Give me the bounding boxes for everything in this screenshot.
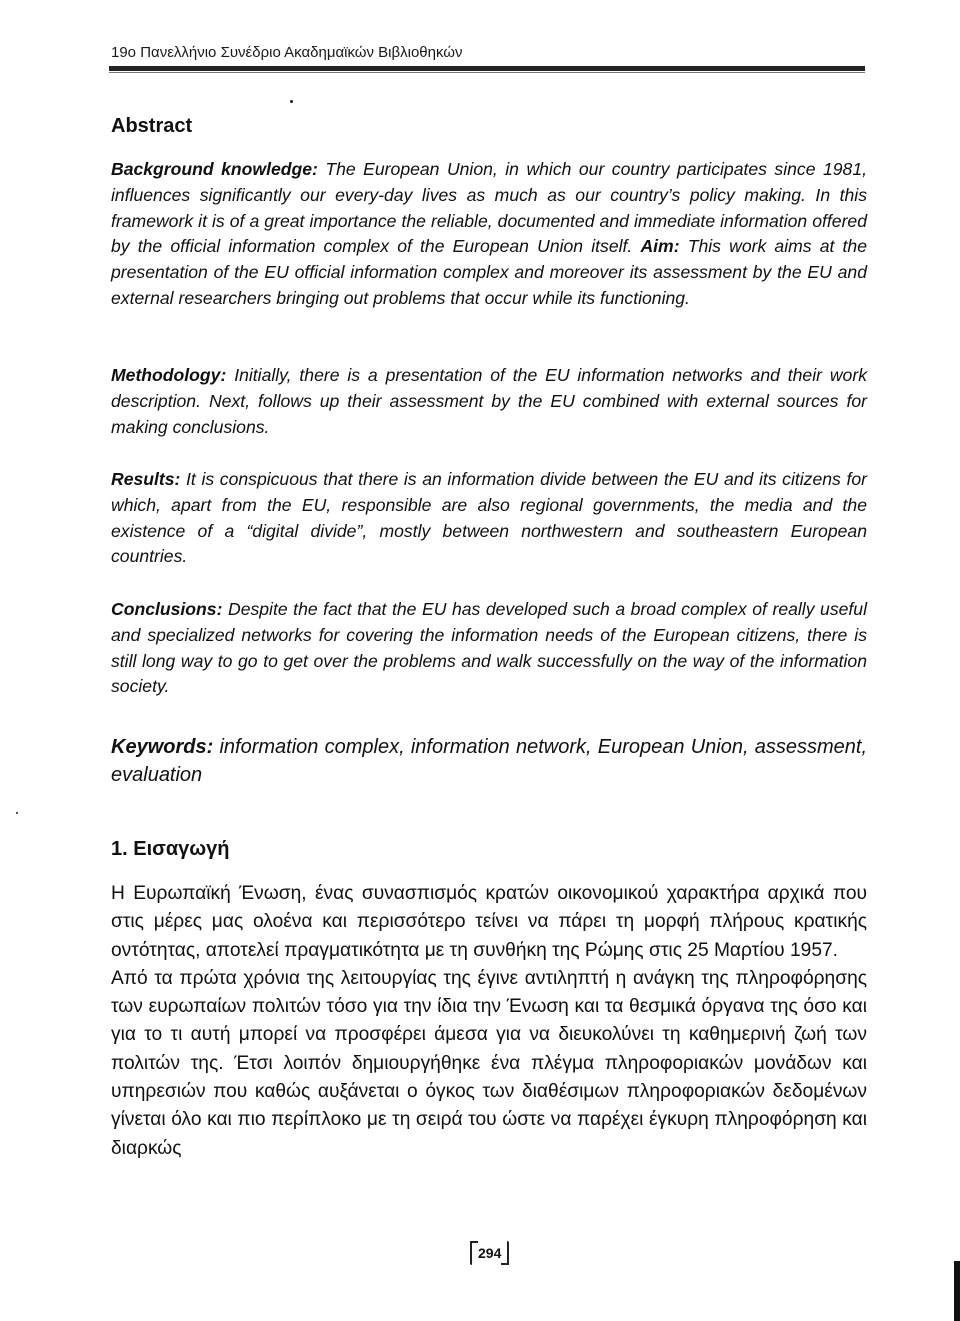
section-body [111, 880, 867, 1163]
abstract-conclusions [111, 597, 867, 700]
running-header: 19ο Πανελλήνιο Συνέδριο Ακαδημαϊκών Βιβλιοθηκών [111, 44, 463, 61]
scan-edge-mark [954, 1261, 960, 1321]
methodology-text: Initially, there is a presentation of the EU information networks and their work description. Next, follows up their assessment by the EU combined with external sources for making conclusions. [111, 365, 867, 437]
results-label: Results: [111, 469, 181, 489]
scan-speck [16, 812, 18, 814]
abstract-keywords [111, 733, 867, 789]
background-label: Background knowledge: [111, 159, 318, 179]
body-paragraph-2: Από τα πρώτα χρόνια της λειτουργίας της έγινε αντιληπτή η ανάγκη της πληροφόρησης των ευρωπαίων πολιτών τόσο για την ίδια την Ένωση και τα θεσμικά όργανα της όσο και για το τι αυτή μπορεί να προσφέρει άμεσα για να διευκολύνει τη καθημερινή ζωή των πολιτών της. Έτσι λοιπόν δημιουργήθηκε ένα πλέγμα πληροφοριακών μονάδων και υπηρεσιών που καθώς αυξάνεται ο όγκος των διαθέσιμων πληροφοριακών δεδομένων γίνεται όλο και πιο περίπλοκο με τη σειρά του ώστε να παρέχει έγκυρη πληροφόρηση και διαρκώς [111, 967, 867, 1159]
page-number: 294 [470, 1241, 509, 1265]
results-text: It is conspicuous that there is an information divide between the EU and its citizens for which, apart from the EU, responsible are also regional governments, the media and the existence of a “digital divide”, mostly between northwestern and southeastern European countries. [111, 469, 867, 567]
header-rule-thin [109, 72, 865, 73]
aim-label: Aim: [640, 236, 680, 257]
abstract-methodology [111, 363, 867, 440]
section-heading: 1. Εισαγωγή [111, 838, 230, 860]
abstract-background-aim [111, 157, 867, 312]
body-paragraph-1: Η Ευρωπαϊκή Ένωση, ένας συνασπισμός κρατών οικονομικού χαρακτήρα αρχικά που στις μέρες μας ολοένα και περισσότερο τείνει να πάρει τη μορφή πλήρους κρατικής οντότητας, αποτελεί πραγματικότητα με τη συνθήκη της Ρώμης στις 25 Μαρτίου 1957. [111, 883, 867, 961]
abstract-results [111, 467, 867, 570]
conclusions-text: Despite the fact that the EU has developed such a broad complex of really useful and specialized networks for covering the information needs of the European citizens, there is still long way to go to get over the problems and walk successfully on the way of the information society. [111, 599, 867, 697]
scan-speck [290, 100, 293, 103]
keywords-label: Keywords: [111, 736, 214, 758]
methodology-label: Methodology: [111, 365, 227, 385]
header-rule [109, 66, 865, 71]
aim-text: This work aims at the presentation of the EU official information complex and moreover its assessment by the EU and external researchers bringing out problems that occur while its functioning. [111, 236, 867, 308]
abstract-heading: Abstract [111, 115, 193, 137]
conclusions-label: Conclusions: [111, 599, 223, 619]
keywords-text: information complex, information network, European Union, assessment, evaluation [111, 736, 867, 786]
background-text: The European Union, in which our country participates since 1981, influences significantly our every-day lives as much as our country’s policy making. In this framework it is of a great importance the reliable, documented and immediate information offered by the official information complex of the European Union itself. [111, 159, 867, 257]
